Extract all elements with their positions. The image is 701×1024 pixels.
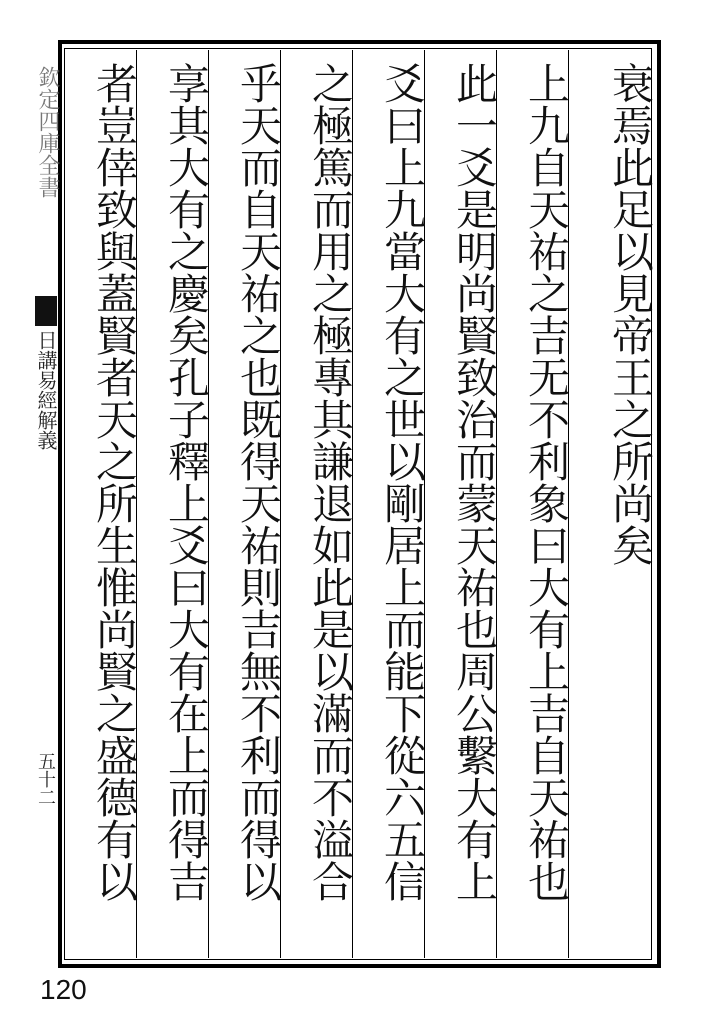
text-column-4: 爻曰上九當大有之世以剛居上而能下從六五信	[378, 62, 427, 902]
margin-book-title: 日講易經解義	[34, 330, 58, 450]
text-column-8: 者豈倖致與蓋賢者天之所生惟尚賢之盛德有以	[90, 62, 139, 902]
text-column-1: 衰焉此足以見帝王之所尚矣	[606, 62, 655, 566]
text-column-6: 乎天而自天祐之也既得天祐則吉無不利而得以	[234, 62, 283, 902]
text-column-2: 上九自天祐之吉无不利象曰大有上吉自天祐也	[522, 62, 571, 902]
margin-folio-number: 五十二	[35, 752, 56, 806]
text-column-3: 此一爻是明尚賢致治而蒙天祐也周公繫大有上	[450, 62, 499, 902]
margin-fishtail-mark	[35, 296, 57, 326]
page-number: 120	[40, 974, 87, 1005]
text-column-7: 享其大有之慶矣孔子釋上爻曰大有在上而得吉	[162, 62, 211, 902]
text-column-5: 之極篤而用之極專其謙退如此是以滿而不溢合	[306, 62, 355, 902]
margin-series-title: 欽定四庫全書	[35, 66, 60, 198]
